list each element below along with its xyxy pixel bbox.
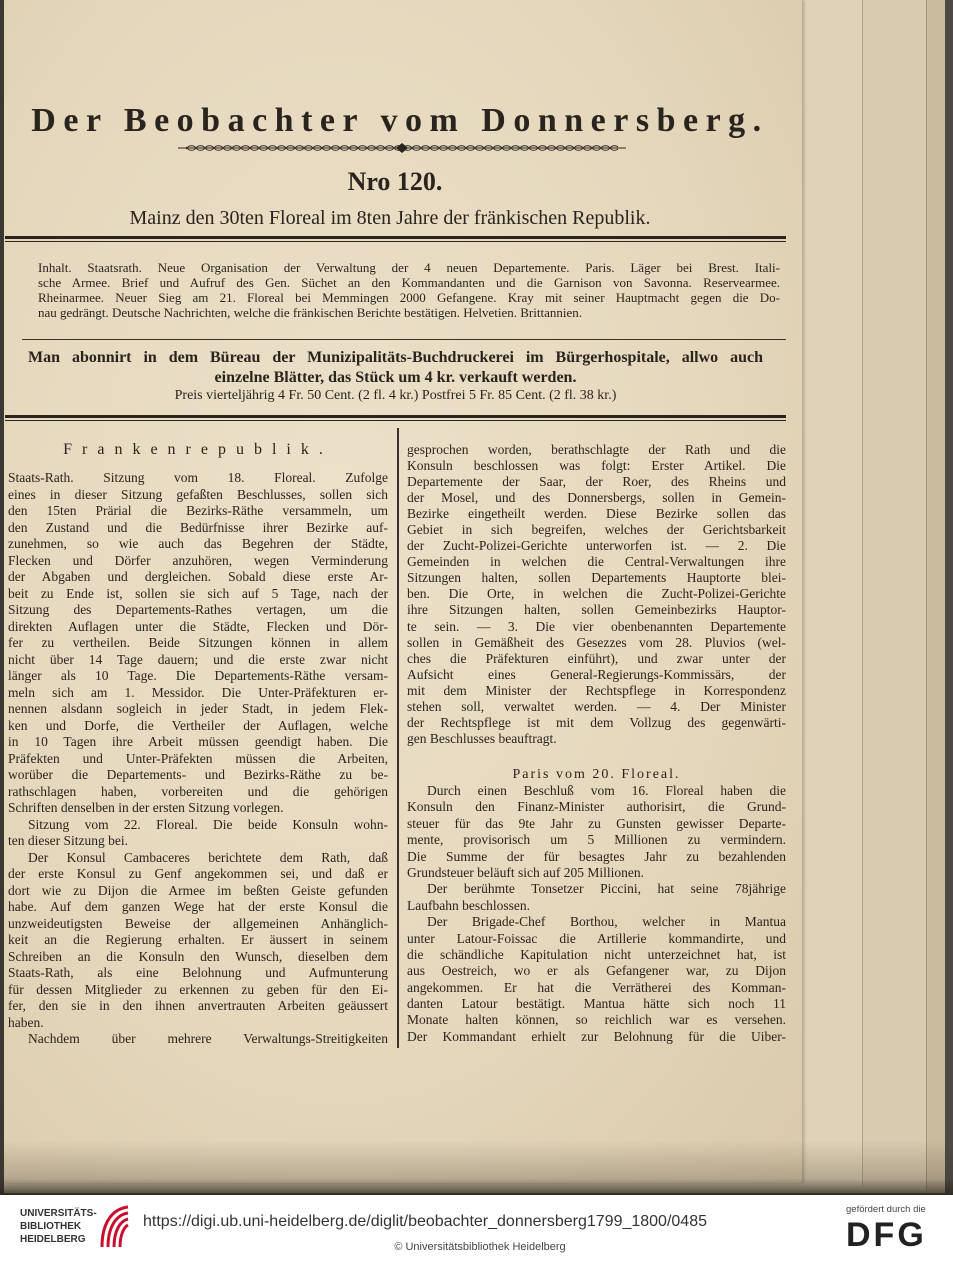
text-line: unter Latour-Foissac die Artillerie kommandirte, und	[407, 930, 786, 946]
text-line: fer, den sie in den ihnen anvertrauten Arbeiten geäussert	[8, 998, 388, 1013]
text-line: Konsuln den Finanz-Minister authorisirt, die Grund-	[407, 799, 786, 815]
text-line: der Mosel, und des Donnersbergs, sollen in Gemein-	[407, 490, 786, 506]
text-line: Staats-Rath. Sitzung vom 18. Floreal. Zufolge	[8, 470, 388, 485]
text-line: meln sich am 1. Messidor. Die Unter-Präfekturen er-	[8, 684, 388, 700]
section-heading: Paris vom 20. Floreal.	[512, 767, 681, 782]
issue-dateline: Mainz den 30ten Floreal im 8ten Jahre der fränkischen Republik.	[129, 207, 651, 229]
left-column	[8, 470, 388, 1048]
text-line: der Abgaben und dergleichen. Sobald diese erste Ar-	[8, 569, 388, 584]
subscription-line: Man abonnirt in dem Büreau der Munizipalitäts-Buchdruckerei im Bürgerhospitale, allwo auch	[28, 349, 763, 366]
newspaper-title: Der Beobachter vom Donnersberg.	[31, 102, 769, 139]
text-line: ten dieser Sitzung bei.	[8, 833, 128, 848]
text-line: Gemeinden in welchen die Central-Verwaltungen ihre	[407, 554, 786, 570]
text-line: keit an die Regierung erhalten. Er äussert in seinem	[8, 932, 388, 947]
text-line: te sein. — 3. Die vier obenbenannten Departemente	[407, 618, 786, 634]
text-line: Konsuln beschlossen was folgt: Erster Artikel. Die	[407, 458, 786, 474]
text-line: Grundsteuer beläuft sich auf 205 Millionen.	[407, 864, 644, 880]
source-url-link[interactable]: https://digi.ub.uni-heidelberg.de/diglit/beobachter_donnersberg1799_1800/0485	[143, 1213, 707, 1230]
text-line: aus Oestreich, wo er als Gefangener war, zu Dijon	[407, 963, 786, 979]
dfg-logo: DFG	[846, 1216, 927, 1254]
text-line: dort wie zu Dijon die Armee im beßten Geiste gefunden	[8, 882, 388, 898]
library-logo-text	[20, 1207, 100, 1246]
text-line: direkten Auflagen unter die Städte, Flecken und Dör-	[8, 618, 388, 634]
text-line: länger als 10 Tage. Die Departements-Räthe versam-	[8, 668, 388, 683]
text-line: der Zucht-Polizei-Gerichte unterworfen ist. — 2. Die	[407, 538, 786, 554]
text-line: Sitzung vom 22. Floreal. Die beide Konsuln wohn-	[28, 816, 388, 832]
text-line: ches die Präfekturen einführt), und zwar unter der	[407, 650, 786, 666]
text-line: mit dem Minister der Rechtspflege in Korrespondenz	[407, 682, 786, 698]
scan-bottom-shadow	[0, 1140, 953, 1195]
contents-line: Inhalt. Staatsrath. Neue Organisation der Verwaltung der 4 neuen Departemente. Paris. Läger bei Brest. Itali-	[38, 260, 780, 275]
text-line: Die Summe der für besagtes Jahr zu bezahlenden	[407, 848, 786, 864]
right-column-bottom	[407, 783, 786, 1045]
text-line: ihre Sitzungen halten, sollen Gemeinbezirks Hauptor-	[407, 602, 786, 618]
text-line: danten Latour bestätigt. Mantua hätte sich noch 11	[407, 996, 786, 1012]
text-line: unzweideutigsten Beweise der allgemeinen Anhänglich-	[8, 915, 388, 931]
text-line: fer zu vertheilen. Beide Sitzungen können in allem	[8, 635, 388, 650]
ornamental-rule	[178, 142, 626, 154]
text-line: den Zustand und die Bedürfnisse ihrer Bezirke auf-	[8, 519, 388, 535]
text-line: in 10 Tagen ihre Arbeit müssen geendigt haben. Die	[8, 734, 388, 749]
library-name-line: BIBLIOTHEK	[20, 1221, 82, 1232]
text-line: Durch einen Beschluß vom 16. Floreal haben die	[427, 783, 786, 798]
text-line: Präfekten und Unter-Präfekten müssen die Arbeiten,	[8, 750, 388, 766]
text-line: sollen in Gemäßheit des Gesezzes vom 28. Pluvios (wel-	[407, 634, 786, 650]
contents-line: nau gedrängt. Deutsche Nachrichten, welche die fränkischen Berichte bestätigen. Helvetien. Brittannien.	[38, 305, 582, 320]
text-line: rathschlagen haben, vorbereiten und die gehörigen	[8, 783, 388, 799]
double-rule	[5, 415, 786, 421]
price-line: Preis vierteljährig 4 Fr. 50 Cent. (2 fl. 4 kr.) Postfrei 5 Fr. 85 Cent. (2 fl. 38 kr.)	[174, 388, 617, 403]
column-divider	[397, 428, 399, 1048]
text-line: Laufbahn beschlossen.	[407, 897, 530, 913]
text-line: habe. Auf dem ganzen Wege hat der erste Konsul die	[8, 899, 388, 914]
text-line: ben. Die Orte, in welchen die Zucht-Polizei-Gerichte	[407, 586, 786, 602]
text-line: Der Kommandant erhielt zur Belohnung für die Uiber-	[407, 1028, 786, 1044]
text-line: gen Beschlusses beauftragt.	[407, 730, 557, 746]
text-line: der Rechtspflege ist mit dem Vollzug des gegenwärti-	[407, 714, 786, 730]
library-emblem-icon	[98, 1203, 132, 1251]
text-line: den 15ten Prärial die Bezirks-Räthe versammeln, um	[8, 503, 388, 518]
contents-line: Rheinarmee. Neuer Sieg am 21. Floreal bei Memmingen 2000 Gefangene. Kray mit seiner Hauptmacht gegen die Do-	[38, 290, 780, 305]
rule	[22, 339, 786, 340]
subscription-notice	[28, 348, 763, 405]
text-line: Monate halten können, so reichlich war es versehen.	[407, 1012, 786, 1028]
text-line: Bezirke eingetheilt werden. Diese Bezirke sollen das	[407, 506, 786, 522]
scan-left-edge	[0, 0, 4, 1195]
section-heading: Frankenrepublik.	[63, 441, 333, 458]
contents-line: sche Armee. Brief und Aufruf des Gen. Süchet an den Kommandanten und die Garnison von Savonna. Reservearmee.	[38, 275, 780, 290]
viewer-footer	[0, 1195, 953, 1263]
text-line: worüber die Departements- und Bezirks-Räthe zu be-	[8, 767, 388, 782]
text-line: der erste Konsul zu Genf angekommen sei, und daß er	[8, 866, 388, 881]
text-line: Aufsicht eines General-Regierungs-Kommissärs, der	[407, 666, 786, 682]
text-line: stehen soll, verwaltet werden. — 4. Der Minister	[407, 698, 786, 714]
text-line: Flecken und Dörfer anzuhören, wegen Verminderung	[8, 552, 388, 568]
text-line: nicht über 14 Tage dauern; und die erste zwar nicht	[8, 651, 388, 667]
text-line: mente, provisorisch um 5 Millionen zu vermindern.	[407, 832, 786, 848]
text-line: Nachdem über mehrere Verwaltungs-Streitigkeiten	[28, 1031, 388, 1046]
text-line: haben.	[8, 1014, 44, 1030]
contents-summary	[38, 260, 780, 320]
subscription-line: einzelne Blätter, das Stück um 4 kr. verkauft werden.	[214, 369, 577, 386]
text-line: angekommen. Er hat die Verrätherei des Komman-	[407, 979, 786, 995]
double-rule	[5, 236, 786, 242]
text-line: Departemente der Saar, der Roer, des Rheins und	[407, 474, 786, 490]
text-line: nennen alsdann sogleich in jeder Stadt, in jedem Flek-	[8, 701, 388, 716]
library-name-line: HEIDELBERG	[20, 1234, 86, 1245]
text-line: steuer für das 9te Jahr zu Gunsten gewisser Departe-	[407, 815, 786, 831]
text-line: ken und Dorfe, die Vertheiler der Auflagen, welche	[8, 717, 388, 733]
text-line: die schändliche Kapitulation nicht unterzeichnet hat, ist	[407, 946, 786, 962]
text-line: Sitzung des Departements-Rathes vertagen, um die	[8, 602, 388, 617]
text-line: Der Konsul Cambaceres berichtete dem Rath, daß	[28, 849, 388, 865]
text-line: beit zu Ende ist, sollen sie sich auf 5 Tage, nach der	[8, 585, 388, 601]
text-line: für dessen Mitglieder zu erkennen zu geben für den Ei-	[8, 981, 388, 997]
text-line: Der berühmte Tonsetzer Piccini, hat seine 78jährige	[427, 881, 786, 897]
text-line: Staats-Rath, als eine Belohnung und Aufmunterung	[8, 965, 388, 980]
text-line: eines in dieser Sitzung gefaßten Beschlusses, sollen sich	[8, 486, 388, 502]
copyright-notice: © Universitätsbibliothek Heidelberg	[394, 1241, 566, 1253]
right-column-top	[407, 442, 786, 747]
text-line: Sitzungen halten, sollen Departements Hauptorte blei-	[407, 570, 786, 586]
text-line: zunehmen, so wie auch das Begehren der Städte,	[8, 536, 388, 551]
text-line: Schreiben an die Konsuln den Wunsch, dieselben dem	[8, 948, 388, 964]
text-line: Gebiet in sich begreifen, welches der Gerichtsbarkeit	[407, 522, 786, 538]
text-line: Schriften denselben in der ersten Sitzung vorlegen.	[8, 800, 284, 815]
issue-number: Nro 120.	[347, 167, 443, 196]
text-line: gesprochen worden, berathschlagte der Rath und die	[407, 442, 786, 457]
funding-note: gefördert durch die	[846, 1204, 926, 1215]
library-name-line: UNIVERSITÄTS-	[20, 1208, 97, 1219]
text-line: Der Brigade-Chef Borthou, welcher in Mantua	[427, 914, 786, 930]
